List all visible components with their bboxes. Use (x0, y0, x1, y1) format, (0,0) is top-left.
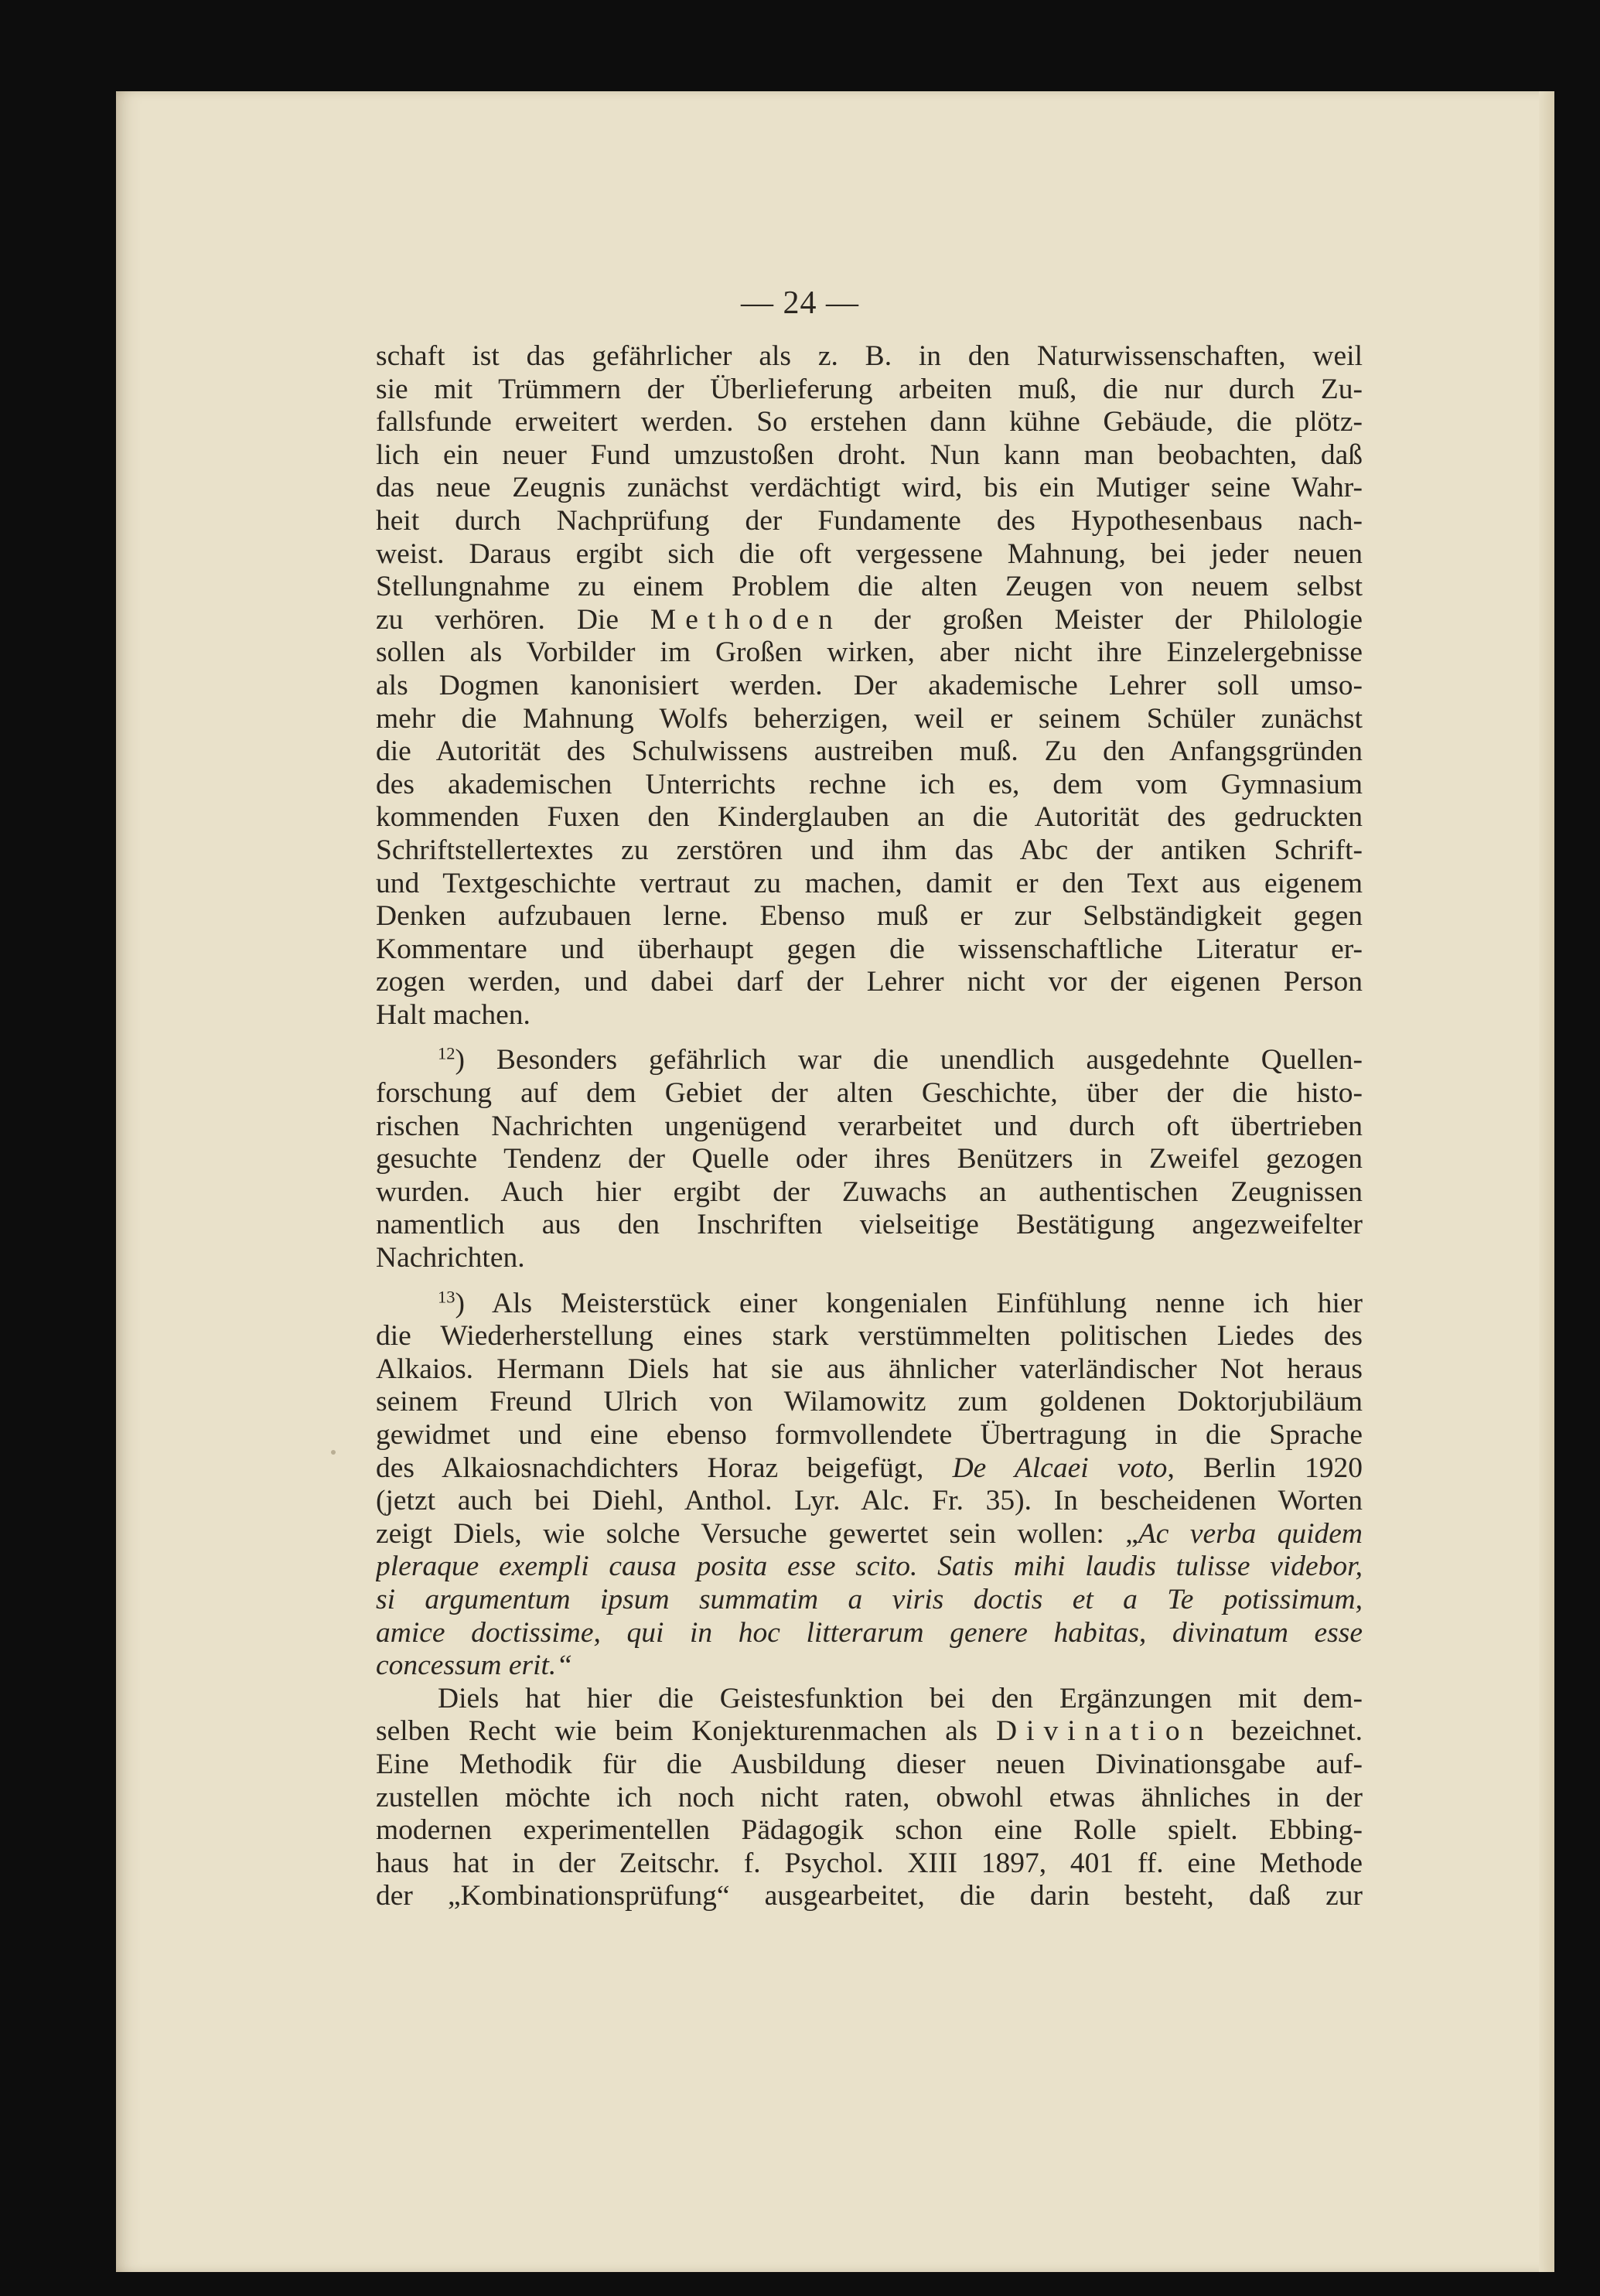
text-line: gesuchte Tendenz der Quelle oder ihres Benützers in Zweifel gezogen (376, 1143, 1363, 1175)
text-line: und Textgeschichte vertraut zu machen, damit er den Text aus eigenem (376, 867, 1363, 899)
page-right-edge (1539, 91, 1554, 2272)
text-line: Diels hat hier die Geistesfunktion bei den Ergänzungen mit dem- (438, 1682, 1363, 1714)
text-line: des akademischen Unterrichts rechne ich es, dem vom Gymnasium (376, 768, 1363, 800)
text-line: wurden. Auch hier ergibt der Zuwachs an authentischen Zeugnissen (376, 1175, 1363, 1208)
text-line: kommenden Fuxen den Kinderglauben an die Autorität des gedruckten (376, 801, 1363, 834)
text-line: mehr die Mahnung Wolfs beherzigen, weil er seinem Schüler zunächst (376, 702, 1363, 735)
text-line: das neue Zeugnis zunächst verdächtigt wird, bis ein Mutiger seine Wahr- (376, 472, 1363, 504)
text-line: Nachrichten. (376, 1242, 525, 1274)
paragraph-4 (376, 1683, 1363, 1913)
text-line-spaced: zu verhören. Die Methoden der großen Meister der Philologie (376, 603, 1363, 636)
text-line: die Autorität des Schulwissens austreiben muß. Zu den Anfangsgründen (376, 735, 1363, 768)
text-line: Schriftstellertextes zu zerstören und ihm das Abc der antiken Schrift- (376, 834, 1363, 866)
text-line: zogen werden, und dabei darf der Lehrer nicht vor der eigenen Person (376, 966, 1363, 998)
text-line: namentlich aus den Inschriften vielseitige Bestätigung angezweifelter (376, 1209, 1363, 1241)
text-line: sie mit Trümmern der Überlieferung arbeiten muß, die nur durch Zu- (376, 373, 1363, 405)
text-line: Alkaios. Hermann Diels hat sie aus ähnlicher vaterländischer Not heraus (376, 1353, 1363, 1385)
text-line: modernen experimentellen Pädagogik schon eine Rolle spielt. Ebbing- (376, 1814, 1363, 1847)
text-line: als Dogmen kanonisiert werden. Der akademische Lehrer soll umso- (376, 669, 1363, 701)
text-line-italic-quote-start: zeigt Diels, wie solche Versuche gewertet sein wollen: „Ac verba quidem (376, 1517, 1363, 1550)
italic-text: De Alcaei voto (952, 1452, 1168, 1484)
text-line-italic-title: des Alkaiosnachdichters Horaz beigefügt, De Alcaei voto, Berlin 1920 (376, 1452, 1363, 1484)
paper-speck (331, 1450, 336, 1455)
text-line: der „Kombinationsprüfung“ ausgearbeitet, die darin besteht, daß zur (376, 1880, 1363, 1912)
text-line: Eine Methodik für die Ausbildung dieser neuen Divinationsgabe auf- (376, 1748, 1363, 1780)
footnote-number: 12 (438, 1044, 455, 1064)
text-line: Kommentare und überhaupt gegen die wissenschaftliche Literatur er- (376, 933, 1363, 965)
text-line: haus hat in der Zeitschr. f. Psychol. XIII 1897, 401 ff. eine Methode (376, 1847, 1363, 1879)
text-line: $^{13}$) Als Meisterstück einer kongenialen Einfühlung nenne ich hier (438, 1287, 1363, 1319)
text-line: $^{12}$) Besonders gefährlich war die unendlich ausgedehnte Quellen- (438, 1044, 1363, 1076)
text-line: schaft ist das gefährlicher als z. B. in den Naturwissenschaften, weil (376, 340, 1363, 372)
text-line: Denken aufzubauen lerne. Ebenso muß er zur Selbständigkeit gegen (376, 900, 1363, 933)
emphasis-spaced: Divination (995, 1715, 1213, 1748)
text-line: gewidmet und eine ebenso formvollendete Übertragung in die Sprache (376, 1419, 1363, 1451)
emphasis-spaced: Methoden (650, 603, 842, 636)
text-line-italic: si argumentum ipsum summatim a viris doctis et a Te potissimum, (376, 1583, 1363, 1615)
text-line: Stellungnahme zu einem Problem die alten Zeugen von neuem selbst (376, 571, 1363, 603)
footnote-12 (376, 1044, 1363, 1274)
text-line: die Wiederherstellung eines stark verstümmelten politischen Liedes des (376, 1320, 1363, 1353)
text-line: zustellen möchte ich noch nicht raten, obwohl etwas ähnliches in der (376, 1781, 1363, 1813)
text-line: fallsfunde erweitert werden. So erstehen dann kühne Gebäude, die plötz- (376, 406, 1363, 438)
text-line: seinem Freund Ulrich von Wilamowitz zum goldenen Doktorjubiläum (376, 1386, 1363, 1418)
paragraph-1 (376, 340, 1363, 1032)
text-line: forschung auf dem Gebiet der alten Geschichte, über der die histo- (376, 1077, 1363, 1110)
text-line-italic: pleraque exempli causa posita esse scito. Satis mihi laudis tulisse videbor, (376, 1551, 1363, 1583)
italic-text: Ac verba quidem (1138, 1517, 1363, 1550)
text-line-italic: concessum erit.“ (376, 1650, 573, 1682)
text-line: lich ein neuer Fund umzustoßen droht. Nun kann man beobachten, daß (376, 438, 1363, 471)
text-line: sollen als Vorbilder im Großen wirken, aber nicht ihre Einzelergebnisse (376, 636, 1363, 669)
footnote-number: 13 (438, 1287, 455, 1307)
text-line-italic: amice doctissime, qui in hoc litterarum genere habitas, divinatum esse (376, 1616, 1363, 1649)
text-line: rischen Nachrichten ungenügend verarbeitet und durch oft übertrieben (376, 1110, 1363, 1142)
text-line: (jetzt auch bei Diehl, Anthol. Lyr. Alc. Fr. 35). In bescheidenen Worten (376, 1485, 1363, 1517)
footnote-13 (376, 1288, 1363, 1683)
text-line: Halt machen. (376, 998, 530, 1031)
text-line-spaced: selben Recht wie beim Konjekturenmachen als Divination bezeichnet. (376, 1715, 1363, 1748)
body-text (376, 340, 1363, 1913)
text-line: heit durch Nachprüfung der Fundamente des Hypothesenbaus nach- (376, 504, 1363, 537)
text-line: weist. Daraus ergibt sich die oft vergessene Mahnung, bei jeder neuen (376, 537, 1363, 570)
page-number: — 24 — (741, 285, 859, 321)
